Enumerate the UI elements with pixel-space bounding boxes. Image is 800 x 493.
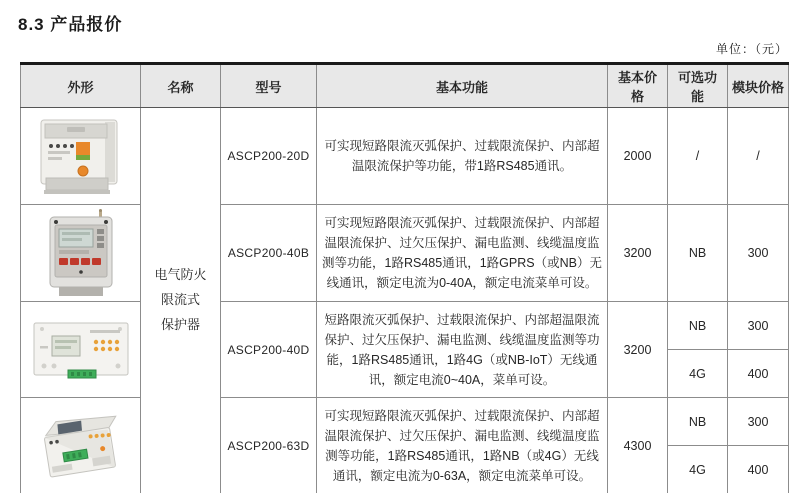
- optional-function-cell: 4G: [668, 446, 728, 493]
- model-cell: ASCP200-40D: [221, 302, 317, 398]
- module-price-cell: 400: [728, 446, 789, 493]
- base-price-cell: 4300: [608, 398, 668, 493]
- din-rail-protector-front-photo: [31, 115, 131, 197]
- product-name-line: 保护器: [160, 316, 200, 332]
- module-price-cell: 300: [728, 205, 789, 302]
- col-header-basic-functions: 基本功能: [317, 64, 608, 108]
- module-price-cell: 300: [728, 398, 789, 446]
- optional-function-cell: /: [668, 108, 728, 205]
- unit-note: 单位：（元）: [715, 42, 788, 56]
- module-price-cell: /: [728, 108, 789, 205]
- module-price-cell: 400: [728, 350, 789, 398]
- product-photo-cell: [21, 205, 141, 302]
- model-cell: ASCP200-40B: [221, 205, 317, 302]
- product-photo-cell: [21, 108, 141, 205]
- angled-din-device-photo: [32, 408, 130, 484]
- col-header-optional-functions: 可选功能: [668, 64, 728, 108]
- functions-cell: 短路限流灭弧保护、过载限流保护、内部超温限流保护、过欠压保护、漏电监测、线缆温度监测等功能，1路RS485通讯，1路4G（或NB-IoT）无线通讯，额定电流0~40A，菜单可设。: [317, 302, 608, 398]
- table-row: [21, 108, 789, 205]
- functions-cell: 可实现短路限流灭弧保护、过载限流保护、内部超温限流保护、过欠压保护、漏电监测、线缆温度监测等功能，1路RS485通讯，1路NB（或4G）无线通讯，额定电流为0-63A，额定电流菜单可设。: [317, 398, 608, 493]
- model-cell: ASCP200-63D: [221, 398, 317, 493]
- table-row: [21, 205, 789, 302]
- optional-function-cell: NB: [668, 398, 728, 446]
- table-row: [21, 302, 789, 350]
- col-header-name: 名称: [141, 64, 221, 108]
- product-name-cell: [141, 108, 221, 493]
- base-price-cell: 3200: [608, 205, 668, 302]
- product-photo-cell: [21, 398, 141, 493]
- table-header-row: [21, 64, 789, 108]
- module-price-cell: 300: [728, 302, 789, 350]
- product-name-line: 电气防火: [154, 267, 207, 283]
- base-price-cell: 3200: [608, 302, 668, 398]
- product-photo-cell: [21, 302, 141, 398]
- optional-function-cell: 4G: [668, 350, 728, 398]
- product-quote-table: [20, 62, 789, 493]
- functions-cell: 可实现短路限流灭弧保护、过载限流保护、内部超温限流保护等功能，带1路RS485通讯。: [317, 108, 608, 205]
- col-header-appearance: 外形: [21, 64, 141, 108]
- product-name-line: 限流式: [160, 292, 200, 308]
- section-title: 8.3 产品报价: [18, 15, 123, 34]
- col-header-base-price: 基本价格: [608, 64, 668, 108]
- flat-din-module-photo: [30, 318, 132, 382]
- col-header-module-price: 模块价格: [728, 64, 789, 108]
- base-price-cell: 2000: [608, 108, 668, 205]
- functions-cell: 可实现短路限流灭弧保护、过载限流保护、内部超温限流保护、过欠压保护、漏电监测、线缆温度监测等功能，1路RS485通讯，1路GPRS（或NB）无线通讯，额定电流为0-40A，额定电流菜单可设。: [317, 205, 608, 302]
- table-row: [21, 398, 789, 446]
- wall-mount-meter-antenna-photo: [42, 209, 120, 297]
- optional-function-cell: NB: [668, 302, 728, 350]
- model-cell: ASCP200-20D: [221, 108, 317, 205]
- col-header-model: 型号: [221, 64, 317, 108]
- optional-function-cell: NB: [668, 205, 728, 302]
